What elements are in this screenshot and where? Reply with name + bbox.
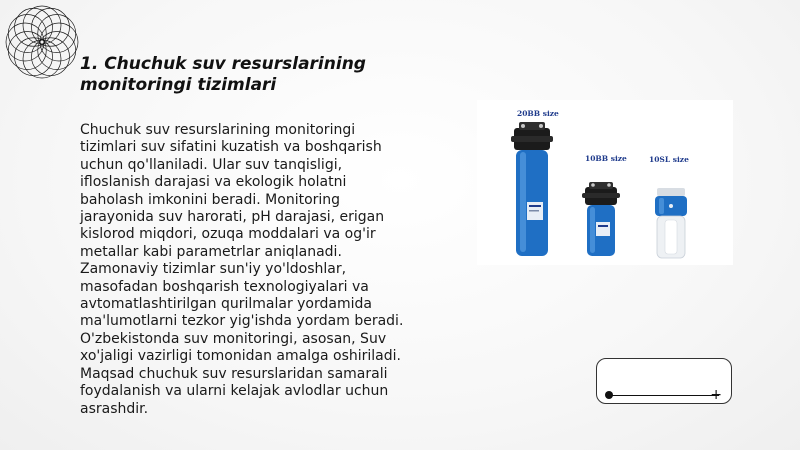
filter-housing-20bb — [511, 122, 553, 256]
circle-rosette-icon — [4, 4, 80, 80]
size-label-20bb: 20BB size — [517, 109, 559, 118]
slide-body-text: Chuchuk suv resurslarining monitoringi tizimlari suv sifatini kuzatish va boshqarish uchun qo'llaniladi. Ular suv tanqisligi, ifloslanish darajasi va ekologik holatni baholash imkonini beradi. Monitoring jarayonida suv harorati, pH darajasi, erigan kislorod miqdori, ozuqa moddalari va og'ir metallar kabi parametrlar aniqlanadi. Zamonaviy tizimlar sun'iy yo'ldoshlar, masofadan boshqarish texnologiyalari va avtomatlashtirilgan qurilmalar yordamida ma'lumotlarni tezkor yig'ishda yordam beradi. O'zbekistonda suv monitoringi, asosan, Suv xo'jaligi vazirligi tomonidan amalga oshiriladi. Maqsad chuchuk suv resurslaridan samarali foydalanish va ularni kelajak avlodlar uchun asrashdir. — [80, 122, 404, 417]
filter-housing-10bb — [582, 182, 620, 256]
slider-track[interactable] — [609, 395, 719, 396]
plus-icon[interactable]: + — [710, 387, 722, 403]
size-label-10bb: 10BB size — [585, 154, 627, 163]
slide-title: 1. Chuchuk suv resurslarining monitoringi tizimlari — [80, 54, 366, 95]
filter-housing-10sl — [655, 188, 687, 258]
filter-housing-image — [477, 100, 733, 265]
slider-widget[interactable] — [596, 358, 732, 404]
size-label-10sl: 10SL size — [649, 155, 689, 164]
slider-handle[interactable] — [605, 391, 613, 399]
